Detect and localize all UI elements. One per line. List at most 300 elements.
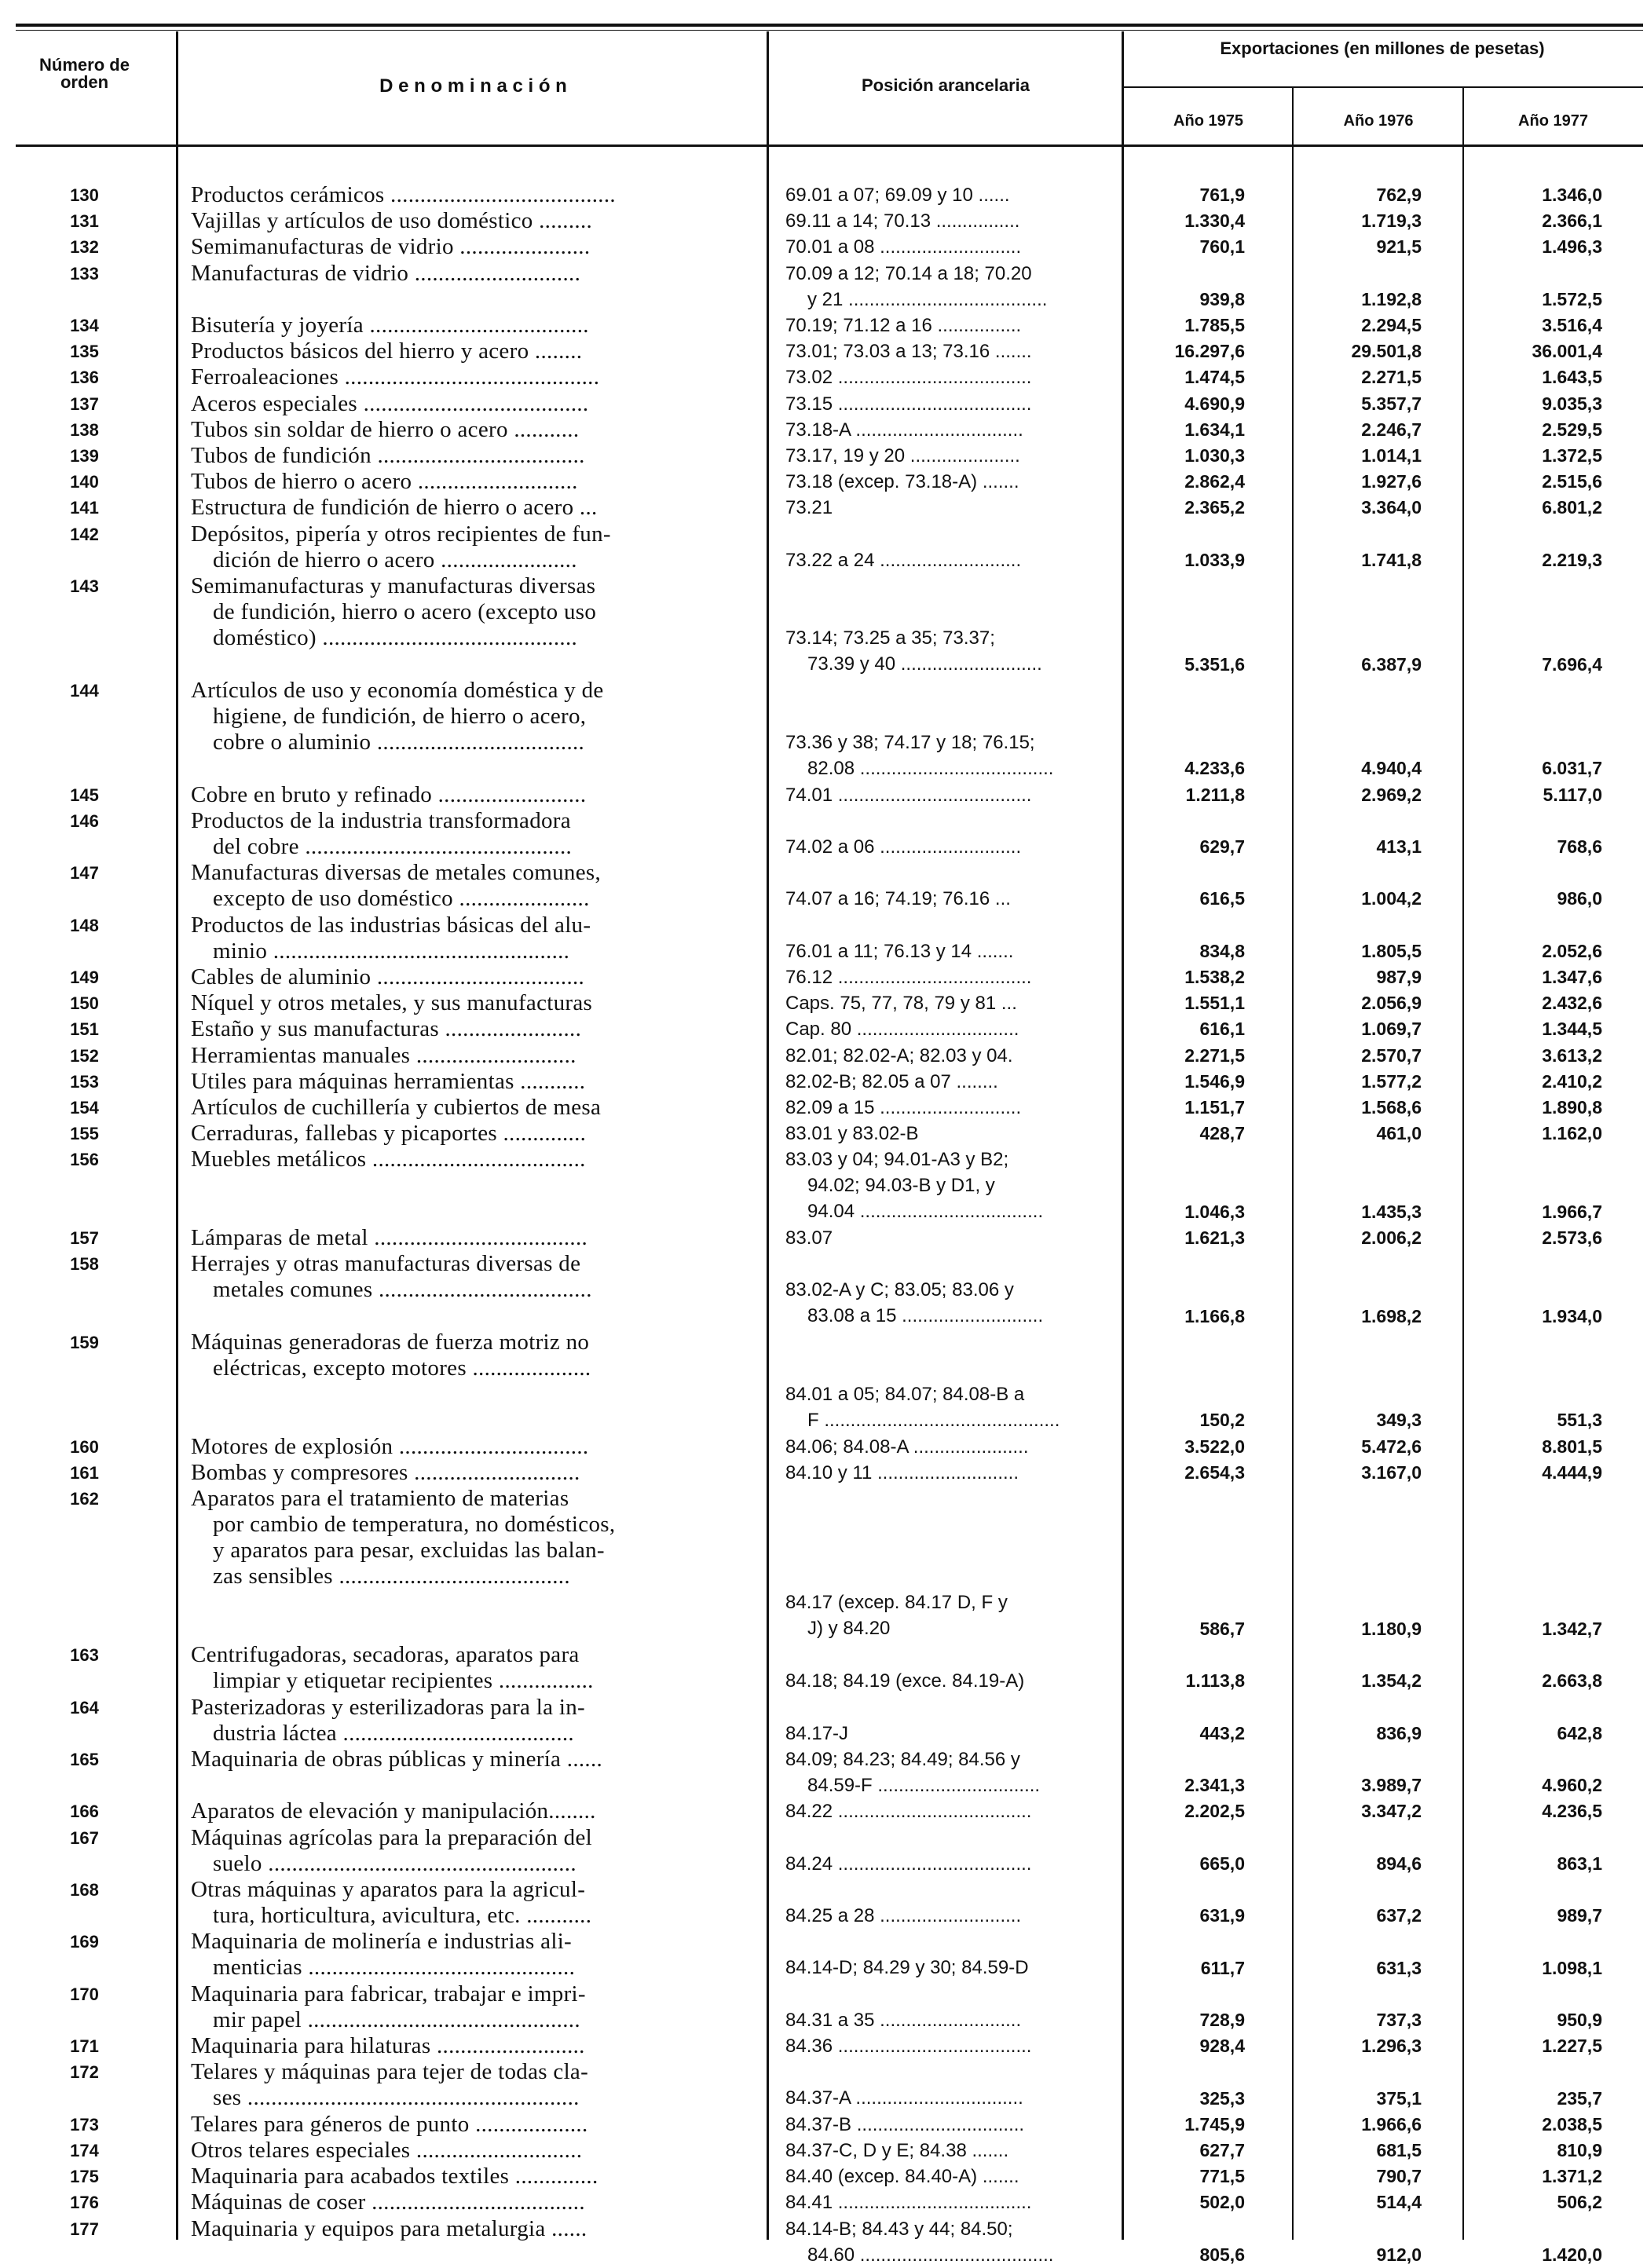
row-denominacion <box>191 338 745 364</box>
row-denominacion <box>191 808 745 860</box>
denominacion-line: Níquel y otros metales, y sus manufacturas <box>191 990 593 1016</box>
row-number: 147 <box>70 863 99 883</box>
export-value-1977: 9.035,3 <box>1542 393 1602 414</box>
export-value-1975: 616,1 <box>1199 1019 1245 1040</box>
posicion-line: 73.36 y 38; 74.17 y 18; 76.15; <box>785 731 1035 753</box>
export-value-1976: 349,3 <box>1376 1410 1422 1431</box>
row-denominacion <box>191 2138 745 2164</box>
export-value-1976: 1.966,6 <box>1361 2113 1422 2134</box>
row-denominacion <box>191 1747 745 1772</box>
posicion-line: 84.59-F ............................... <box>807 1775 1041 1796</box>
row-number: 132 <box>70 237 99 258</box>
table-row <box>0 364 1647 390</box>
denominacion-line: Muebles metálicos .................................... <box>191 1147 586 1172</box>
denominacion-line: Manufacturas de vidrio ............................ <box>191 260 581 286</box>
top-rule-thin <box>16 30 1643 31</box>
row-denominacion <box>191 417 745 443</box>
row-posicion <box>785 913 1115 964</box>
denominacion-line: Productos de la industria transformadora <box>191 807 571 833</box>
posicion-line <box>785 521 1115 547</box>
row-denominacion <box>191 1642 745 1694</box>
row-posicion <box>785 964 1115 990</box>
denominacion-line: Telares para géneros de punto ................... <box>191 2111 588 2137</box>
denominacion-line: Pasterizadoras y esterilizadoras para la in- <box>191 1694 585 1720</box>
denominacion-line: Utiles para máquinas herramientas ........... <box>191 1068 586 1094</box>
denominacion-line: minio .................................................. <box>213 938 570 964</box>
row-denominacion <box>191 2216 745 2242</box>
posicion-line: F ............................................. <box>807 1409 1060 1431</box>
row-denominacion <box>191 2189 745 2215</box>
denominacion-line: Otros telares especiales ............................ <box>191 2138 583 2163</box>
table-row <box>0 860 1647 912</box>
denominacion-line: Aparatos para el tratamiento de materias <box>191 1486 569 1511</box>
table-row <box>0 1016 1647 1042</box>
row-number: 175 <box>70 2167 99 2187</box>
row-number: 161 <box>70 1462 99 1483</box>
row-denominacion <box>191 2164 745 2189</box>
row-number: 137 <box>70 393 99 414</box>
posicion-line <box>785 1330 1115 1355</box>
denominacion-line: Manufacturas diversas de metales comunes, <box>191 860 602 886</box>
denominacion-line: Aceros especiales ...................................... <box>191 390 589 416</box>
row-denominacion <box>191 1929 745 1981</box>
table-row <box>0 1147 1647 1225</box>
row-posicion <box>785 1825 1115 1877</box>
posicion-line: 82.02-B; 82.05 a 07 ........ <box>785 1070 998 1092</box>
table-row <box>0 1798 1647 1824</box>
row-posicion <box>785 782 1115 808</box>
row-denominacion <box>191 469 745 495</box>
export-value-1977: 1.371,2 <box>1542 2166 1602 2187</box>
export-value-1977: 1.890,8 <box>1542 1097 1602 1118</box>
row-posicion <box>785 1016 1115 1042</box>
posicion-line: 84.14-B; 84.43 y 44; 84.50; <box>785 2218 1013 2240</box>
row-posicion <box>785 208 1115 234</box>
row-number: 154 <box>70 1098 99 1118</box>
row-denominacion <box>191 208 745 234</box>
posicion-line: 84.24 ..................................... <box>785 1853 1032 1875</box>
export-value-1976: 2.246,7 <box>1361 419 1422 440</box>
denominacion-line: Artículos de uso y economía doméstica y de <box>191 677 604 703</box>
row-denominacion <box>191 2059 745 2111</box>
export-value-1977: 989,7 <box>1557 1905 1602 1926</box>
export-value-1976: 5.357,7 <box>1361 393 1422 414</box>
row-posicion <box>785 1251 1115 1329</box>
posicion-line <box>785 1642 1115 1668</box>
table-row <box>0 1642 1647 1694</box>
export-value-1976: 2.056,9 <box>1361 993 1422 1014</box>
export-value-1977: 950,9 <box>1557 2009 1602 2030</box>
export-value-1976: 1.014,1 <box>1361 445 1422 466</box>
row-posicion <box>785 1225 1115 1251</box>
row-number: 146 <box>70 810 99 831</box>
posicion-line: 84.06; 84.08-A ...................... <box>785 1436 1029 1458</box>
row-denominacion <box>191 1330 745 1381</box>
export-value-1976: 4.940,4 <box>1361 758 1422 779</box>
table-row <box>0 1825 1647 1877</box>
row-number: 170 <box>70 1984 99 2004</box>
posicion-line: 94.02; 94.03-B y D1, y <box>807 1175 995 1197</box>
row-number: 165 <box>70 1750 99 1769</box>
export-value-1976: 514,4 <box>1376 2192 1422 2213</box>
row-number: 151 <box>70 1019 99 1040</box>
row-number: 171 <box>70 2036 99 2057</box>
denominacion-line: doméstico) ........................................... <box>213 625 578 650</box>
export-value-1975: 150,2 <box>1199 1410 1245 1431</box>
posicion-line: 83.03 y 04; 94.01-A3 y B2; <box>785 1149 1009 1171</box>
export-value-1976: 2.570,7 <box>1361 1044 1422 1066</box>
export-value-1977: 1.342,7 <box>1542 1619 1602 1639</box>
export-value-1975: 2.341,3 <box>1184 1775 1245 1796</box>
denominacion-line: Lámparas de metal .................................... <box>191 1225 588 1250</box>
posicion-line: 84.10 y 11 ........................... <box>785 1461 1019 1483</box>
posicion-line: 74.01 ..................................... <box>785 784 1032 806</box>
posicion-line <box>785 1512 1115 1538</box>
row-posicion <box>785 990 1115 1016</box>
export-value-1976: 681,5 <box>1376 2140 1422 2160</box>
top-rule-thick <box>16 24 1643 27</box>
posicion-line: 82.01; 82.02-A; 82.03 y 04. <box>785 1044 1013 1066</box>
export-value-1977: 1.643,5 <box>1542 367 1602 388</box>
export-value-1975: 5.351,6 <box>1184 653 1245 675</box>
export-value-1977: 551,3 <box>1557 1410 1602 1431</box>
export-value-1977: 6.031,7 <box>1542 758 1602 779</box>
row-number: 134 <box>70 316 99 335</box>
denominacion-line: mir papel .............................................. <box>213 2006 580 2032</box>
row-denominacion <box>191 1016 745 1042</box>
posicion-line: 84.31 a 35 ........................... <box>785 2009 1022 2031</box>
export-value-1977: 8.801,5 <box>1542 1436 1602 1457</box>
row-number: 172 <box>70 2062 99 2083</box>
denominacion-line: de fundición, hierro o acero (excepto uso <box>213 599 597 624</box>
posicion-line: 73.15 ..................................... <box>785 393 1032 415</box>
denominacion-line: menticias ............................................. <box>213 1955 576 1981</box>
row-denominacion <box>191 990 745 1016</box>
export-value-1977: 986,0 <box>1557 888 1602 909</box>
posicion-line <box>785 913 1115 938</box>
export-value-1975: 805,6 <box>1199 2244 1245 2265</box>
table-row <box>0 469 1647 495</box>
row-posicion <box>785 573 1115 677</box>
table-row <box>0 1121 1647 1147</box>
export-value-1976: 1.435,3 <box>1361 1201 1422 1222</box>
export-value-1977: 1.934,0 <box>1542 1305 1602 1326</box>
export-value-1976: 1.192,8 <box>1361 288 1422 309</box>
posicion-line <box>785 2059 1115 2085</box>
export-value-1976: 1.741,8 <box>1361 549 1422 570</box>
export-value-1975: 1.621,3 <box>1184 1227 1245 1248</box>
row-denominacion <box>191 1121 745 1147</box>
row-denominacion <box>191 2112 745 2138</box>
export-value-1975: 1.151,7 <box>1184 1097 1245 1118</box>
posicion-line <box>785 1355 1115 1381</box>
export-value-1977: 4.236,5 <box>1542 1801 1602 1822</box>
export-value-1976: 1.805,5 <box>1361 940 1422 961</box>
table-row <box>0 234 1647 260</box>
row-posicion <box>785 2112 1115 2138</box>
table-row <box>0 573 1647 678</box>
denominacion-line: Estructura de fundición de hierro o acero ... <box>191 495 598 521</box>
denominacion-line: Bombas y compresores ............................ <box>191 1459 580 1485</box>
row-posicion <box>785 234 1115 260</box>
export-value-1976: 894,6 <box>1376 1853 1422 1874</box>
posicion-line <box>785 1695 1115 1721</box>
export-value-1976: 1.719,3 <box>1361 210 1422 232</box>
export-value-1976: 1.698,2 <box>1361 1305 1422 1326</box>
row-denominacion <box>191 573 745 651</box>
export-value-1975: 1.166,8 <box>1184 1305 1245 1326</box>
row-denominacion <box>191 964 745 990</box>
row-posicion <box>785 1877 1115 1929</box>
denominacion-line: metales comunes .................................... <box>213 1277 592 1303</box>
table-row <box>0 1069 1647 1095</box>
export-value-1976: 2.006,2 <box>1361 1227 1422 1248</box>
row-number: 166 <box>70 1802 99 1822</box>
posicion-line <box>785 599 1115 625</box>
denominacion-line: Herrajes y otras manufacturas diversas de <box>191 1251 581 1277</box>
row-denominacion <box>191 1043 745 1069</box>
export-value-1976: 3.347,2 <box>1361 1801 1422 1822</box>
posicion-line: 84.40 (excep. 84.40-A) ....... <box>785 2166 1019 2188</box>
denominacion-line: Ferroaleaciones ........................................... <box>191 364 600 390</box>
row-posicion <box>785 1147 1115 1224</box>
export-value-1975: 502,0 <box>1199 2192 1245 2213</box>
table-row <box>0 495 1647 521</box>
row-number: 140 <box>70 472 99 492</box>
row-number: 177 <box>70 2219 99 2239</box>
denominacion-line: Máquinas de coser .................................... <box>191 2189 585 2215</box>
export-value-1976: 1.069,7 <box>1361 1019 1422 1040</box>
export-value-1975: 2.271,5 <box>1184 1044 1245 1066</box>
table-row <box>0 1877 1647 1929</box>
posicion-line: 73.21 <box>785 497 833 519</box>
export-value-1975: 1.785,5 <box>1184 315 1245 335</box>
row-posicion <box>785 1069 1115 1095</box>
posicion-line <box>785 1981 1115 2007</box>
table-row <box>0 913 1647 964</box>
posicion-line: 70.09 a 12; 70.14 a 18; 70.20 <box>785 262 1032 284</box>
table-row <box>0 2033 1647 2059</box>
table-row <box>0 208 1647 234</box>
denominacion-line: dustria láctea ....................................... <box>213 1720 574 1746</box>
export-value-1975: 3.522,0 <box>1184 1436 1245 1457</box>
export-value-1977: 4.444,9 <box>1542 1461 1602 1483</box>
row-posicion <box>785 391 1115 417</box>
posicion-line: 84.60 ..................................... <box>807 2244 1054 2266</box>
denominacion-line: Semimanufacturas de vidrio ...................... <box>191 234 591 260</box>
export-value-1977: 1.372,5 <box>1542 445 1602 466</box>
row-posicion <box>785 364 1115 390</box>
denominacion-line: Estaño y sus manufacturas ....................... <box>191 1016 582 1042</box>
row-posicion <box>785 2033 1115 2059</box>
row-number: 136 <box>70 368 99 388</box>
denominacion-line: Maquinaria para acabados textiles .............. <box>191 2164 598 2189</box>
export-value-1977: 768,6 <box>1557 836 1602 857</box>
export-value-1975: 4.690,9 <box>1184 393 1245 414</box>
table-row <box>0 1695 1647 1747</box>
row-posicion <box>785 1121 1115 1147</box>
denominacion-line: Productos cerámicos ...................................... <box>191 182 616 207</box>
row-posicion <box>785 2164 1115 2189</box>
posicion-line <box>785 1251 1115 1277</box>
table-row <box>0 2164 1647 2189</box>
denominacion-line: Cerraduras, fallebas y picaportes .............. <box>191 1121 587 1147</box>
denominacion-line: tura, horticultura, avicultura, etc. ........... <box>213 1903 592 1928</box>
export-value-1975: 665,0 <box>1199 1853 1245 1874</box>
denominacion-line: eléctricas, excepto motores .................... <box>213 1355 591 1381</box>
export-value-1977: 1.496,3 <box>1542 236 1602 258</box>
export-value-1977: 2.366,1 <box>1542 210 1602 232</box>
denominacion-line: Productos de las industrias básicas del alu- <box>191 912 591 938</box>
export-value-1976: 3.167,0 <box>1361 1461 1422 1483</box>
table-row <box>0 1486 1647 1642</box>
posicion-line: 84.18; 84.19 (exce. 84.19-A) <box>785 1670 1025 1692</box>
header-year-1977: Año 1977 <box>1518 112 1588 130</box>
posicion-line <box>785 860 1115 886</box>
export-value-1975: 1.745,9 <box>1184 2113 1245 2134</box>
table-row <box>0 2059 1647 2111</box>
table-row <box>0 261 1647 313</box>
row-number: 148 <box>70 915 99 935</box>
table-row <box>0 1043 1647 1069</box>
row-posicion <box>785 1330 1115 1433</box>
export-value-1977: 1.347,6 <box>1542 967 1602 987</box>
denominacion-line: Centrifugadoras, secadoras, aparatos para <box>191 1642 580 1668</box>
posicion-line: 94.04 ................................... <box>807 1201 1044 1223</box>
row-number: 156 <box>70 1150 99 1170</box>
posicion-line: 69.11 a 14; 70.13 ................ <box>785 210 1020 232</box>
row-denominacion <box>191 1486 745 1589</box>
row-number: 160 <box>70 1436 99 1457</box>
denominacion-line: Maquinaria para fabricar, trabajar e impri- <box>191 1981 586 2006</box>
row-denominacion <box>191 1095 745 1121</box>
row-posicion <box>785 2059 1115 2111</box>
export-value-1977: 3.516,4 <box>1542 315 1602 335</box>
table-row <box>0 1434 1647 1460</box>
header-year-1976: Año 1976 <box>1343 112 1414 130</box>
row-posicion <box>785 1798 1115 1824</box>
row-number: 174 <box>70 2141 99 2160</box>
row-denominacion <box>191 1695 745 1747</box>
row-number: 145 <box>70 785 99 805</box>
denominacion-line: higiene, de fundición, de hierro o acero, <box>213 703 587 729</box>
table-row <box>0 1929 1647 1981</box>
export-value-1977: 1.227,5 <box>1542 2036 1602 2057</box>
row-posicion <box>785 1929 1115 1981</box>
row-posicion <box>785 1043 1115 1069</box>
posicion-line: 73.18 (excep. 73.18-A) ....... <box>785 471 1019 493</box>
denominacion-line: Máquinas generadoras de fuerza motriz no <box>191 1329 590 1355</box>
denominacion-line: cobre o aluminio ................................... <box>213 729 585 755</box>
row-number: 157 <box>70 1228 99 1248</box>
row-denominacion <box>191 1798 745 1824</box>
export-value-1975: 631,9 <box>1199 1905 1245 1926</box>
denominacion-line: por cambio de temperatura, no domésticos, <box>213 1512 616 1537</box>
table-row <box>0 1747 1647 1798</box>
row-number: 168 <box>70 1880 99 1900</box>
header-numero-orden: Número de orden <box>39 55 130 92</box>
row-posicion <box>785 1486 1115 1641</box>
table-row <box>0 313 1647 338</box>
denominacion-line: Herramientas manuales ........................... <box>191 1042 576 1068</box>
export-value-1976: 2.969,2 <box>1361 784 1422 805</box>
posicion-line <box>785 1929 1115 1955</box>
export-value-1975: 1.211,8 <box>1185 784 1245 805</box>
posicion-line <box>785 704 1115 730</box>
row-denominacion <box>191 1434 745 1460</box>
row-number: 130 <box>70 185 99 205</box>
export-value-1977: 1.162,0 <box>1542 1123 1602 1144</box>
table-row <box>0 2112 1647 2138</box>
export-value-1975: 1.046,3 <box>1184 1201 1245 1222</box>
row-posicion <box>785 495 1115 521</box>
table-row <box>0 1460 1647 1486</box>
row-denominacion <box>191 1460 745 1486</box>
posicion-line: 73.39 y 40 ........................... <box>807 653 1042 675</box>
row-posicion <box>785 521 1115 573</box>
denominacion-line: excepto de uso doméstico ...................... <box>213 886 590 912</box>
table-row <box>0 1095 1647 1121</box>
posicion-line: y 21 ...................................... <box>807 288 1048 310</box>
row-number: 167 <box>70 1827 99 1848</box>
row-number: 159 <box>70 1332 99 1352</box>
table-row <box>0 2216 1647 2268</box>
denominacion-line: suelo .................................................... <box>213 1850 576 1876</box>
row-posicion <box>785 1095 1115 1121</box>
header-denominacion: D e n o m i n a c i ó n <box>379 75 567 97</box>
export-value-1975: 771,5 <box>1199 2166 1245 2187</box>
export-value-1977: 1.966,7 <box>1542 1201 1602 1222</box>
row-posicion <box>785 1747 1115 1798</box>
denominacion-line: del cobre ............................................. <box>213 833 573 859</box>
posicion-line <box>785 1538 1115 1564</box>
row-number: 131 <box>70 211 99 232</box>
export-value-1975: 928,4 <box>1199 2036 1245 2057</box>
posicion-line: 70.19; 71.12 a 16 ................ <box>785 315 1022 336</box>
denominacion-line: Máquinas agrícolas para la preparación del <box>191 1824 593 1850</box>
denominacion-line: Maquinaria de obras públicas y minería ...... <box>191 1747 603 1772</box>
header-bottom-rule <box>16 144 1643 147</box>
export-value-1975: 728,9 <box>1199 2009 1245 2030</box>
export-value-1976: 6.387,9 <box>1361 653 1422 675</box>
export-value-1976: 1.180,9 <box>1361 1619 1422 1639</box>
row-number: 152 <box>70 1045 99 1066</box>
posicion-line: 73.02 ..................................... <box>785 367 1032 389</box>
posicion-line: 83.07 <box>785 1227 833 1249</box>
posicion-line: 82.09 a 15 ........................... <box>785 1097 1022 1118</box>
denominacion-line: Otras máquinas y aparatos para la agricul- <box>191 1877 586 1902</box>
denominacion-line: Productos básicos del hierro y acero ........ <box>191 338 583 364</box>
export-value-1977: 863,1 <box>1557 1853 1602 1874</box>
export-value-1976: 461,0 <box>1376 1123 1422 1144</box>
export-value-1975: 1.030,3 <box>1184 445 1245 466</box>
export-value-1975: 16.297,6 <box>1174 341 1245 362</box>
denominacion-line: Vajillas y artículos de uso doméstico ......... <box>191 208 593 234</box>
row-denominacion <box>191 261 745 287</box>
row-denominacion <box>191 182 745 208</box>
row-denominacion <box>191 391 745 417</box>
posicion-line <box>785 573 1115 599</box>
export-value-1976: 987,9 <box>1376 967 1422 987</box>
export-value-1977: 2.432,6 <box>1542 993 1602 1014</box>
table-row <box>0 678 1647 782</box>
export-value-1976: 1.004,2 <box>1361 888 1422 909</box>
posicion-line: 84.25 a 28 ........................... <box>785 1905 1022 1926</box>
row-denominacion <box>191 678 745 755</box>
export-value-1977: 810,9 <box>1557 2140 1602 2160</box>
export-value-1976: 29.501,8 <box>1351 341 1422 362</box>
row-denominacion <box>191 2033 745 2059</box>
